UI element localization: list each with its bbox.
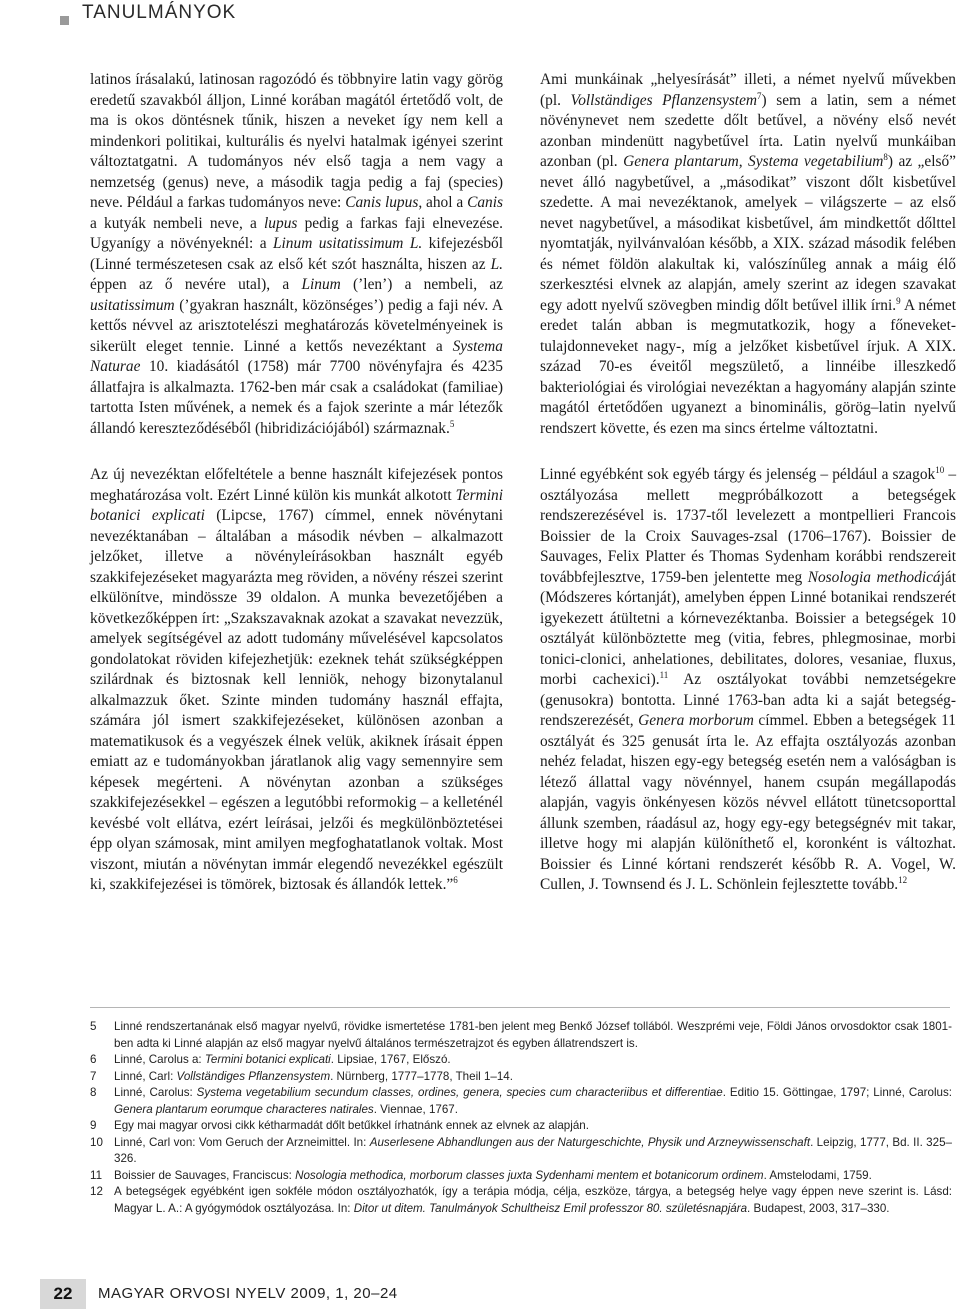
page-number: 22 xyxy=(40,1279,86,1309)
footnote-ref: 10 xyxy=(935,464,945,475)
footnote-ref: 11 xyxy=(659,669,669,680)
paragraph xyxy=(90,70,503,439)
journal-citation: MAGYAR ORVOSI NYELV 2009, 1, 20–24 xyxy=(98,1285,398,1302)
text-run: címmel. Ebben a betegségek 11 osztályát és 325 genusát írta le. Az effajta osztályozás azonban nehéz feladat, hiszen egy-egy betegség esetén nem a valóságban is létező állattal vagy növénnyel, hanem csupán megállapodás alapján, vagyis önkényesen közös névvel ellátott tünetcsoporttal állunk szemben, ráadásul az, hogy egy-egy betegségnév mit takar, illetve hogy mi alapján különíthető el, koronként is változhat. Boissier és Linné kórtani rendszerét később R. A. Vogel, W. Cullen, J. Townsend és J. L. Schönlein fejlesztette tovább. xyxy=(540,712,956,893)
paragraph xyxy=(90,465,503,896)
text-run: 10. kiadásától (1758) már 7700 növényfajra és 4235 állatfajra is alkalmazta. 1762-ben már csak a családokat (familiae) tartotta Isten művének, a nemek és a fajok szerinte a már létezők állandó kereszteződéséből (hibridizációjából) származnak. xyxy=(90,358,503,437)
text-run: (Lipcse, 1767) címmel, ennek növénytani nevezéktanában – általában a második névben – alkalmazott jelzőket, illetve a növényleírásokban használt egyéb szakkifejezéseket magyarázta meg röviden, a növény részei szerint elkülönítve, mindössze 39 oldalon. A munka bevezetőjében a következőképpen írt: „Szakszavaknak azokat a szavakat nevezzük, amelyek segítségével az adott tudomány művelésével kapcsolatos gondolatokat röviden kifejezhetjük: ezeknek tehát szükségképpen szilárdnak és biztosnak kell lenniök, nehogy bizonytalanul alkalmazzuk őket. Szinte minden tudomány használ effajta, számára jól ismert szakkifejezéseket, különösen azonban a matematikusok és a vegyészek élnek velük, akiknek írásait éppen emiatt az e tudományokban járatlanok alig vagy semennyire sem képesek megérteni. A növénytan azonban a szükséges szakkifejezésekkel – egészen a legutóbbi reformokig – a kelleténél kevésbé volt ellátva, ezért leírásai, jelzői és megkülönböztetései épp olyan számosak, mint amilyen megfoghatatlanok voltak. Most viszont, miután a növénytan immár elegendő nevezékkel egészült ki, szakkifejezései is tömörek, biztosak és állandók lettek.” xyxy=(90,507,504,893)
footnote-number: 12 xyxy=(90,1185,103,1198)
italic-text: Canis lupus xyxy=(345,194,419,211)
text-run: ) sem a latin, sem a német növénynevet nem szedette dőlt betűvel, a növény első nevét azonban mindenütt nagybetűvel írta. Latin nyelvű munkáiban azonban (pl. xyxy=(540,91,957,170)
footnote-text xyxy=(114,1052,952,1069)
italic-text: Genera morborum xyxy=(638,712,754,729)
footnote-number: 5 xyxy=(90,1020,97,1033)
text-run: pedig a farkas faji elnevezése. Ugyanígy a növényeknél: a xyxy=(90,214,504,252)
text-run: Linné, Carolus: xyxy=(114,1086,197,1099)
italic-text: Linum usitatissimum L. xyxy=(272,235,423,252)
text-run: . Leipzig, 1777, Bd. II. 325–326. xyxy=(114,1135,952,1165)
footnote-divider xyxy=(90,1007,950,1008)
text-run: (’len’) a nembeli, az xyxy=(340,276,503,293)
text-run: (’gyakran használt, közönséges’) pedig a faji név. A kettős névvel az arisztotelészi meghatározás követelményeinek is sikerült eleget tennie. Linné a kettős nevezéktant a xyxy=(90,296,503,355)
text-run: A betegségek egyébként igen sokféle módon osztályozhatók, így a terápia módja, célja, eszköze, tárgya, a betegség helye vagy éppen neve szerint is. Lásd: Magyar L. A.: A gyógymódok osztályozása. In: xyxy=(114,1185,952,1215)
footnote-ref: 8 xyxy=(883,151,888,162)
text-run: . Viennae, 1767. xyxy=(373,1102,458,1116)
italic-text: Systema Naturae xyxy=(90,337,503,375)
footnote-text xyxy=(114,1085,952,1118)
text-run: . Editio 15. Göttingae, 1797; Linné, Carolus: xyxy=(722,1086,953,1099)
paragraph xyxy=(540,70,956,439)
italic-text: Termini botanici explicati xyxy=(204,1053,331,1066)
text-run: latinos írásalakú, latinosan ragozódó és többnyire latin vagy görög eredetű szavakból álljon, Linné korában magától értetődő volt, de ma is okos döntésnek tűnik, hiszen a neveket így nem kell a mindenkori politikai, kulturális és nyelvi hatalmak igényei szerint változtatgatni. A tudományos név első tagja a nem vagy a nemzetség (genus) neve, a második tagja pedig a faj (species) neve. Például a farkas tudományos neve: xyxy=(90,71,503,211)
footnote-item xyxy=(90,1069,952,1086)
text-run: kifejezésből (Linné természetesen csak az első két szót használta, hiszen az xyxy=(90,235,504,273)
text-run: Egy mai magyar orvosi cikk kétharmadát dőlt betűkkel írhatnánk ennek az elvnek az alapján. xyxy=(114,1119,589,1132)
italic-text: Genera plantarum eorumque characteres natirales xyxy=(114,1102,374,1116)
italic-text: Nosologia methodica, morborum classes juxta Sydenhami mentem et botanicorum ordinem xyxy=(295,1168,764,1182)
footnote-ref: 6 xyxy=(453,874,458,885)
footnote-item xyxy=(90,1052,952,1069)
italic-text: Ditor ut ditem. Tanulmányok Schultheisz Emil professzor 80. születésnapjára xyxy=(353,1201,748,1215)
italic-text: Vollständiges Pflanzensystem xyxy=(176,1069,331,1083)
text-run: éppen az ő nevére utal), a xyxy=(90,276,302,293)
text-run: Az osztályokat további nemzetségekre (genusokra) bontotta. Linné 1763-ban adta ki a saját betegség-rendszerezését, xyxy=(540,671,956,729)
italic-text: Vollständiges Pflanzensystem xyxy=(570,91,758,109)
text-run: – osztályozása mellett megpróbálkozott a betegségek rendszerezésével is. 1737-től levelezett a montpellieri Francois Boissier de la Croix Sauvages-zsal (1706–1767). Boissier de Sauvages, Felix Platter és Thomas Sydenham korábbi rendszereit továbbfejlesztve, 1759-ben jelentette meg xyxy=(540,466,957,586)
text-run: A német eredet talán abban is megmutatkozik, hogy a főneveket-tulajdonneveket nagy-, míg a jelzőket kisbetűvel írjuk. A XIX. század 70-es éveitől megszülető, a linnéibe illeszkedő bakteriológiai és virológiai nevezéktan a hagyomány alapján szinte magától értetődően ugyanezt a binominális, görög–latin nyelvű rendszert követte, és ezen ma sincs értelme változtatni. xyxy=(540,296,956,437)
footnote-item xyxy=(90,1184,952,1217)
italic-text: Termini botanici explicati xyxy=(90,486,503,524)
italic-text: Linum xyxy=(301,276,341,293)
section-title: TANULMÁNYOK xyxy=(82,2,237,23)
footnote-text xyxy=(114,1135,952,1168)
text-run: . Lipsiae, 1767, Előszó. xyxy=(330,1053,451,1066)
footnote-text xyxy=(114,1184,952,1217)
text-run: a kutyák nembeli neve, a xyxy=(90,214,265,232)
text-run: ) az „első” nevet álló nagybetűvel, a „másodikat” viszont dőlt kisbetűvel szedette. A mai nevezéktanok, amelyek – világszerte – az első nevet nagybetűvel, a másodikat kisbetűvel, ám mindkettőt dőlttel nyomtatják, nyilvánvalóan később, a XIX. század második felében és német földön alakultak ki, valószínűleg annak a máig élő szerkesztési elvnek az alapján, amely szerint az idegen szavakat egy adott nyelvű szövegben mindig dőlt betűvel illik írni. xyxy=(540,153,957,314)
text-run: Linné, Carolus a: xyxy=(114,1053,205,1066)
footnote-number: 11 xyxy=(90,1168,103,1182)
text-run: . Nürnberg, 1777–1778, Theil 1–14. xyxy=(330,1069,513,1083)
italic-text: usitatissimum xyxy=(90,296,175,314)
italic-text: Nosologia methodicá xyxy=(807,568,941,586)
italic-text: Canis xyxy=(467,194,503,211)
footnote-number: 6 xyxy=(90,1053,97,1066)
italic-text: Systema vegetabilium secundum classes, ordines, genera, species cum characteriibus et differentiae xyxy=(196,1086,723,1099)
footnote-number: 9 xyxy=(90,1119,97,1132)
italic-text: lupus xyxy=(264,214,298,232)
page-header xyxy=(60,0,920,30)
footnote-number: 10 xyxy=(90,1135,103,1149)
text-run: Ami munkáinak „helyesírását” illeti, a német nyelvű művekben (pl. xyxy=(540,71,956,109)
footnote-ref: 5 xyxy=(449,418,455,429)
italic-text: L. xyxy=(490,255,503,273)
footnote-item xyxy=(90,1118,952,1135)
text-run: Linné egyébként sok egyéb tárgy és jelenség – például a szagok xyxy=(540,466,936,483)
italic-text: Genera plantarum, Systema vegetabilium xyxy=(623,153,884,170)
text-run: Az új nevezéktan előfeltétele a benne használt kifejezések pontos meghatározása volt. Ezért Linné külön kis munkát alkotott xyxy=(90,466,503,504)
text-run: Linné rendszertanának első magyar nyelvű, rövidke ismertetése 1781-ben jelent meg Benkő József tollából. Weszprémi veje, Földi János orvosdoktor csak 1801-ben adta ki Linné alapján az első magyar nyelvű általános természetrajzot és egyben állatrendszert is. xyxy=(114,1020,952,1050)
footnote-ref: 9 xyxy=(896,295,901,306)
text-run: Linné, Carl: xyxy=(114,1069,177,1083)
text-run: , ahol a xyxy=(418,194,468,211)
footnote-item xyxy=(90,1168,952,1185)
footnote-text xyxy=(114,1118,952,1135)
footnote-item xyxy=(90,1019,952,1052)
header-square-mark xyxy=(60,16,69,25)
left-column xyxy=(90,70,503,896)
footnote-item xyxy=(90,1135,952,1168)
footnote-number: 8 xyxy=(90,1086,97,1099)
footnote-text xyxy=(114,1168,952,1185)
footnote-item xyxy=(90,1085,952,1118)
footnote-ref: 12 xyxy=(898,874,908,885)
paragraph xyxy=(540,465,956,896)
footnote-text xyxy=(114,1069,952,1086)
footnote-ref: 7 xyxy=(757,90,762,101)
footnote-number: 7 xyxy=(90,1069,97,1083)
footnotes xyxy=(90,1019,952,1217)
text-run: Linné, Carl von: Vom Geruch der Arzneimittel. In: xyxy=(114,1135,370,1149)
text-run: ját (Módszeres kórtanját), amelyben éppen Linné botanikai rendszerét igyekezett átültetni a kórnevezéktanba. Boissier a betegségek 10 osztályát különböztette meg (vitia, febres, phlegmosinae, morbi tonici-clonici, anhelationes, debilitates, dolores, vesaniae, fluxus, morbi cachexici). xyxy=(540,568,956,688)
text-run: . Budapest, 2003, 317–330. xyxy=(747,1201,890,1215)
text-run: Boissier de Sauvages, Franciscus: xyxy=(114,1168,296,1182)
italic-text: Auserlesene Abhandlungen aus der Naturgeschichte, Physik und Arzneywissenschaft xyxy=(369,1135,811,1149)
right-column xyxy=(540,70,956,896)
text-run: . Amstelodami, 1759. xyxy=(763,1168,872,1182)
footnote-text xyxy=(114,1019,952,1052)
page-footer xyxy=(0,1275,960,1309)
